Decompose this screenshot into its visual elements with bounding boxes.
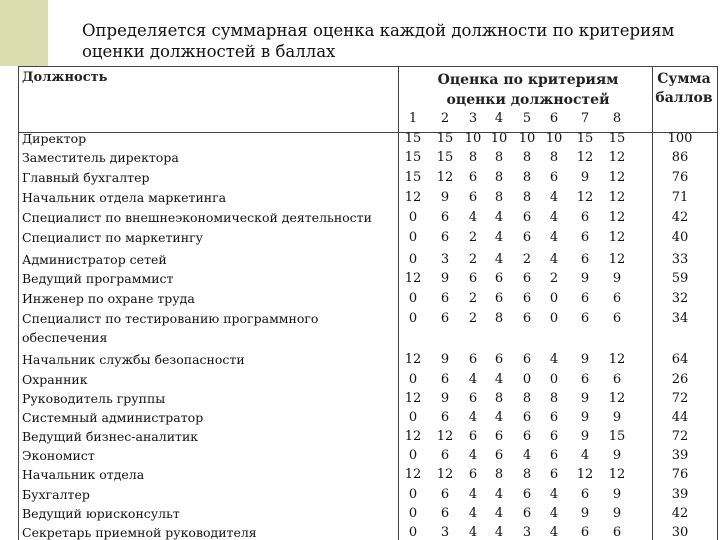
criterion-score: 6 xyxy=(440,372,450,387)
criterion-score: 0 xyxy=(549,372,559,387)
position-name: Системный администратор xyxy=(22,410,204,425)
position-name: Ведущий юрисконсульт xyxy=(22,506,180,521)
criterion-score: 6 xyxy=(468,352,478,367)
criterion-score: 9 xyxy=(580,352,590,367)
criterion-score: 0 xyxy=(408,291,418,306)
total-score: 76 xyxy=(671,170,689,185)
criterion-score: 10 xyxy=(464,131,482,146)
total-score: 30 xyxy=(671,525,689,540)
criterion-score: 4 xyxy=(494,487,504,502)
criterion-score: 6 xyxy=(522,271,532,286)
total-score: 42 xyxy=(671,210,689,225)
criterion-score: 8 xyxy=(494,150,504,165)
position-name: Инженер по охране труда xyxy=(22,291,195,306)
criterion-score: 8 xyxy=(494,467,504,482)
criterion-score: 8 xyxy=(494,391,504,406)
criterion-score: 6 xyxy=(549,448,559,463)
criterion-score: 12 xyxy=(404,190,422,205)
criterion-number: 8 xyxy=(612,111,622,126)
position-name: Специалист по тестированию программного обеспечения xyxy=(22,311,319,345)
criterion-score: 6 xyxy=(494,352,504,367)
criterion-score: 6 xyxy=(612,525,622,540)
criterion-score: 12 xyxy=(608,190,626,205)
criterion-score: 15 xyxy=(436,131,454,146)
criterion-score: 8 xyxy=(494,170,504,185)
criterion-score: 8 xyxy=(522,150,532,165)
criterion-score: 6 xyxy=(522,429,532,444)
table-divider-position xyxy=(398,66,399,540)
table-border-right xyxy=(717,66,718,540)
criterion-score: 8 xyxy=(522,190,532,205)
total-score: 71 xyxy=(671,190,689,205)
position-name: Администратор сетей xyxy=(22,252,167,267)
criterion-score: 12 xyxy=(576,150,594,165)
criterion-score: 8 xyxy=(494,190,504,205)
criterion-score: 6 xyxy=(522,230,532,245)
criterion-score: 4 xyxy=(549,190,559,205)
criterion-score: 8 xyxy=(468,150,478,165)
total-score: 34 xyxy=(671,311,689,326)
criterion-score: 6 xyxy=(580,311,590,326)
criterion-score: 0 xyxy=(549,311,559,326)
criterion-score: 6 xyxy=(440,210,450,225)
criterion-score: 12 xyxy=(404,429,422,444)
criterion-score: 4 xyxy=(494,506,504,521)
total-score: 59 xyxy=(671,271,689,286)
criterion-score: 2 xyxy=(468,230,478,245)
slide-title: Определяется суммарная оценка каждой должности по критериям оценки должностей в баллах xyxy=(82,21,675,61)
criterion-score: 4 xyxy=(549,252,559,267)
criterion-score: 6 xyxy=(468,271,478,286)
criterion-score: 10 xyxy=(545,131,563,146)
criterion-score: 9 xyxy=(612,487,622,502)
criterion-score: 6 xyxy=(580,487,590,502)
criterion-score: 9 xyxy=(440,190,450,205)
criterion-score: 8 xyxy=(549,391,559,406)
criterion-score: 4 xyxy=(468,372,478,387)
criterion-score: 6 xyxy=(549,170,559,185)
criterion-score: 12 xyxy=(576,467,594,482)
criterion-score: 4 xyxy=(494,525,504,540)
criterion-score: 6 xyxy=(494,448,504,463)
criterion-score: 9 xyxy=(580,391,590,406)
total-score: 39 xyxy=(671,448,689,463)
criterion-score: 12 xyxy=(436,170,454,185)
criterion-score: 6 xyxy=(580,525,590,540)
criterion-score: 0 xyxy=(408,252,418,267)
criterion-score: 12 xyxy=(608,230,626,245)
criterion-score: 0 xyxy=(408,372,418,387)
position-name: Директор xyxy=(22,131,87,146)
criterion-score: 10 xyxy=(490,131,508,146)
criterion-score: 9 xyxy=(612,448,622,463)
criterion-score: 6 xyxy=(494,429,504,444)
header-criteria: Оценка по критериям оценки должностей xyxy=(437,72,619,108)
criterion-score: 15 xyxy=(404,131,422,146)
position-name: Ведущий бизнес-аналитик xyxy=(22,429,199,444)
criterion-score: 6 xyxy=(522,210,532,225)
criterion-score: 6 xyxy=(580,252,590,267)
header-position: Должность xyxy=(22,70,108,85)
criterion-number: 2 xyxy=(440,111,450,126)
criterion-score: 8 xyxy=(549,150,559,165)
criterion-score: 4 xyxy=(468,410,478,425)
criterion-score: 2 xyxy=(468,252,478,267)
criterion-score: 12 xyxy=(404,352,422,367)
criterion-score: 3 xyxy=(522,525,532,540)
criterion-score: 12 xyxy=(608,170,626,185)
criterion-score: 6 xyxy=(468,190,478,205)
criterion-score: 0 xyxy=(408,487,418,502)
total-score: 72 xyxy=(671,429,689,444)
criterion-number: 6 xyxy=(549,111,559,126)
total-score: 44 xyxy=(671,410,689,425)
table-border-left xyxy=(18,66,19,540)
criterion-score: 6 xyxy=(580,230,590,245)
criterion-score: 4 xyxy=(468,487,478,502)
total-score: 86 xyxy=(671,150,689,165)
criterion-score: 12 xyxy=(608,252,626,267)
criterion-score: 12 xyxy=(608,352,626,367)
criterion-score: 9 xyxy=(580,506,590,521)
criterion-score: 2 xyxy=(549,271,559,286)
position-name: Начальник отдела маркетинга xyxy=(22,190,227,205)
criterion-score: 6 xyxy=(612,311,622,326)
criterion-score: 6 xyxy=(522,311,532,326)
total-score: 42 xyxy=(671,506,689,521)
criterion-score: 6 xyxy=(612,372,622,387)
criterion-score: 6 xyxy=(522,487,532,502)
criterion-score: 9 xyxy=(612,506,622,521)
criterion-score: 8 xyxy=(522,170,532,185)
criterion-score: 2 xyxy=(468,291,478,306)
criterion-score: 4 xyxy=(494,252,504,267)
criterion-score: 6 xyxy=(494,291,504,306)
criterion-number: 3 xyxy=(468,111,478,126)
criterion-score: 9 xyxy=(440,352,450,367)
header-sum: Сумма баллов xyxy=(655,71,713,106)
total-score: 100 xyxy=(667,131,693,146)
criterion-score: 9 xyxy=(440,391,450,406)
criterion-score: 9 xyxy=(440,271,450,286)
criterion-score: 6 xyxy=(468,429,478,444)
total-score: 72 xyxy=(671,391,689,406)
criterion-score: 15 xyxy=(404,150,422,165)
criterion-score: 12 xyxy=(436,429,454,444)
criterion-score: 0 xyxy=(408,525,418,540)
criterion-score: 4 xyxy=(468,210,478,225)
criterion-score: 6 xyxy=(549,429,559,444)
criterion-score: 9 xyxy=(612,271,622,286)
criterion-score: 15 xyxy=(608,131,626,146)
criterion-score: 4 xyxy=(549,506,559,521)
table-divider-sum xyxy=(652,66,653,540)
criterion-score: 12 xyxy=(608,210,626,225)
position-name: Руководитель группы xyxy=(22,391,166,406)
criterion-number: 1 xyxy=(408,111,418,126)
criterion-score: 4 xyxy=(468,448,478,463)
position-name: Секретарь приемной руководителя xyxy=(22,525,257,540)
criterion-score: 2 xyxy=(522,252,532,267)
position-name: Ведущий программист xyxy=(22,271,174,286)
criterion-score: 0 xyxy=(408,230,418,245)
criterion-score: 4 xyxy=(468,506,478,521)
position-name: Начальник отдела xyxy=(22,467,145,482)
total-score: 39 xyxy=(671,487,689,502)
criterion-score: 6 xyxy=(580,210,590,225)
criterion-score: 2 xyxy=(468,311,478,326)
criterion-score: 0 xyxy=(408,506,418,521)
criterion-score: 6 xyxy=(580,291,590,306)
position-name: Начальник службы безопасности xyxy=(22,352,245,367)
criterion-score: 6 xyxy=(522,291,532,306)
position-name: Бухгалтер xyxy=(22,487,90,502)
criterion-score: 6 xyxy=(522,410,532,425)
criterion-score: 0 xyxy=(408,448,418,463)
criterion-score: 3 xyxy=(440,252,450,267)
criterion-score: 12 xyxy=(404,467,422,482)
criterion-score: 0 xyxy=(408,410,418,425)
table-border-top xyxy=(18,66,718,67)
criterion-score: 6 xyxy=(440,230,450,245)
criterion-score: 4 xyxy=(549,210,559,225)
criterion-score: 9 xyxy=(580,429,590,444)
criterion-score: 6 xyxy=(580,372,590,387)
criterion-score: 4 xyxy=(549,230,559,245)
criterion-score: 0 xyxy=(408,210,418,225)
criterion-score: 6 xyxy=(440,506,450,521)
criterion-score: 8 xyxy=(494,311,504,326)
criterion-score: 15 xyxy=(576,131,594,146)
criterion-number: 4 xyxy=(494,111,504,126)
total-score: 40 xyxy=(671,230,689,245)
criterion-score: 15 xyxy=(436,150,454,165)
criterion-score: 12 xyxy=(608,391,626,406)
criterion-score: 8 xyxy=(522,391,532,406)
criterion-score: 0 xyxy=(522,372,532,387)
total-score: 26 xyxy=(671,372,689,387)
criterion-score: 4 xyxy=(494,210,504,225)
criterion-score: 4 xyxy=(549,487,559,502)
criterion-score: 0 xyxy=(408,311,418,326)
criterion-score: 6 xyxy=(612,291,622,306)
criterion-score: 6 xyxy=(440,291,450,306)
criterion-score: 12 xyxy=(576,190,594,205)
criterion-score: 6 xyxy=(440,311,450,326)
position-name: Главный бухгалтер xyxy=(22,170,150,185)
criterion-score: 4 xyxy=(549,525,559,540)
criterion-score: 15 xyxy=(608,429,626,444)
criterion-score: 6 xyxy=(549,410,559,425)
job-evaluation-table xyxy=(18,66,718,540)
total-score: 33 xyxy=(671,252,689,267)
position-name: Специалист по внешнеэкономической деятельности xyxy=(22,210,372,225)
criterion-score: 4 xyxy=(494,230,504,245)
criterion-score: 6 xyxy=(440,410,450,425)
position-name: Охранник xyxy=(22,372,88,387)
criterion-score: 4 xyxy=(468,525,478,540)
total-score: 76 xyxy=(671,467,689,482)
criterion-score: 9 xyxy=(580,410,590,425)
criterion-score: 4 xyxy=(549,352,559,367)
criterion-score: 10 xyxy=(518,131,536,146)
criterion-score: 6 xyxy=(440,448,450,463)
criterion-score: 6 xyxy=(468,170,478,185)
criterion-score: 4 xyxy=(494,372,504,387)
criterion-score: 4 xyxy=(522,448,532,463)
criterion-score: 12 xyxy=(404,271,422,286)
criterion-score: 12 xyxy=(404,391,422,406)
criterion-score: 9 xyxy=(580,271,590,286)
position-name: Заместитель директора xyxy=(22,150,179,165)
criterion-score: 6 xyxy=(440,487,450,502)
criterion-score: 4 xyxy=(494,410,504,425)
criterion-score: 6 xyxy=(494,271,504,286)
criterion-score: 6 xyxy=(468,391,478,406)
slide-accent-band xyxy=(0,0,48,66)
total-score: 32 xyxy=(671,291,689,306)
criterion-number: 7 xyxy=(580,111,590,126)
criterion-score: 6 xyxy=(549,467,559,482)
criterion-score: 8 xyxy=(522,467,532,482)
criterion-score: 4 xyxy=(580,448,590,463)
criterion-number: 5 xyxy=(522,111,532,126)
criterion-score: 3 xyxy=(440,525,450,540)
position-name: Специалист по маркетингу xyxy=(22,230,203,245)
position-name: Экономист xyxy=(22,448,95,463)
total-score: 64 xyxy=(671,352,689,367)
criterion-score: 12 xyxy=(608,150,626,165)
criterion-score: 12 xyxy=(436,467,454,482)
criterion-score: 12 xyxy=(608,467,626,482)
criterion-score: 6 xyxy=(468,467,478,482)
criterion-score: 0 xyxy=(549,291,559,306)
criterion-score: 9 xyxy=(612,410,622,425)
criterion-score: 15 xyxy=(404,170,422,185)
criterion-score: 6 xyxy=(522,506,532,521)
criterion-score: 6 xyxy=(522,352,532,367)
criterion-score: 9 xyxy=(580,170,590,185)
